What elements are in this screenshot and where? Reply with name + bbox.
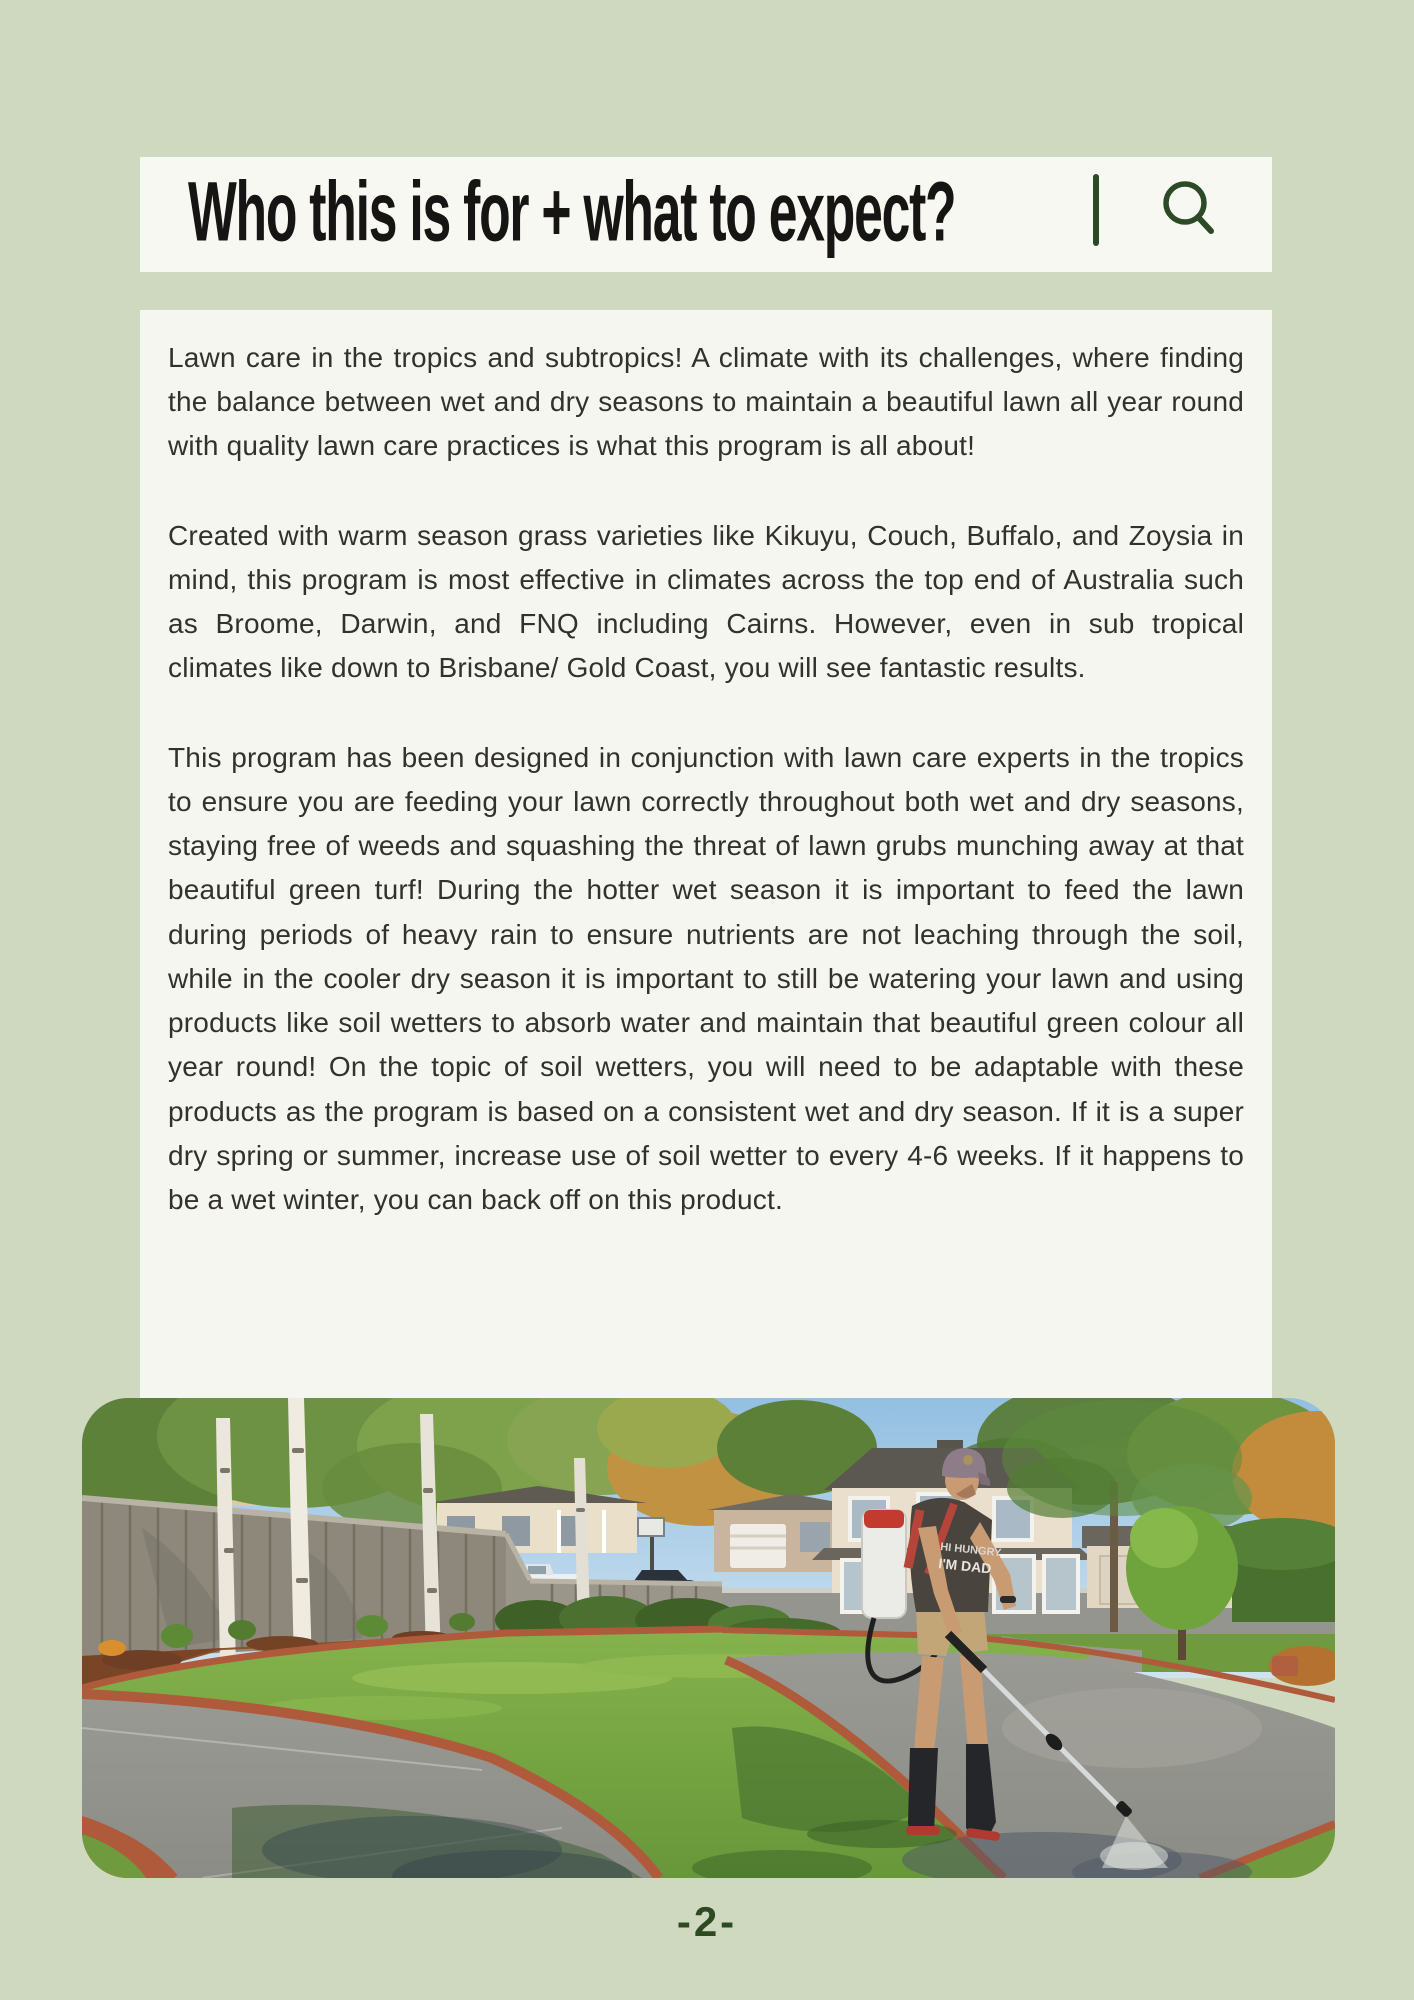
page-number: -2-	[676, 1898, 738, 1945]
search-button[interactable]	[1158, 177, 1222, 243]
footer	[0, 1898, 1414, 1946]
paragraph-intro: Lawn care in the tropics and subtropics! A climate with its challenges, where finding the balance between wet and dry seasons to maintain a beautiful lawn all year round with quality lawn care practices is what this program is all about!	[168, 342, 1244, 462]
header-divider	[1093, 174, 1099, 246]
header-bar	[140, 157, 1272, 272]
page-title: Who this is for + what to expect?	[188, 164, 956, 259]
search-icon	[1158, 177, 1222, 243]
paragraph-program-details: This program has been designed in conjunction with lawn care experts in the tropics to ensure you are feeding your lawn correctly throughout both wet and dry seasons, staying free of weeds and squashing the threat of lawn grubs munching away at that beautiful green turf! During the hotter wet season it is important to feed the lawn during periods of heavy rain to ensure nutrients are not leaching through the soil, while in the cooler dry season it is important to still be watering your lawn and using products like soil wetters to absorb water and maintain that beautiful green colour all year round! On the topic of soil wetters, you will need to be adaptable with these products as the program is based on a consistent wet and dry season. If it is a super dry spring or summer, increase use of soil wetter to every 4-6 weeks. If it happens to be a wet winter, you can back off on this product.	[168, 741, 1244, 1215]
shirt-text-line1: HI HUNGRY	[939, 1541, 1002, 1560]
body-text-panel	[140, 310, 1272, 1398]
lawn-spraying-photo	[82, 1398, 1335, 1878]
shirt-text-line2: I'M DAD	[937, 1555, 993, 1577]
paragraph-grasses: Created with warm season grass varieties like Kikuyu, Couch, Buffalo, and Zoysia in mind, this program is most effective in climates across the top end of Australia such as Broome, Darwin, and FNQ including Cairns. However, even in sub tropical climates like down to Brisbane/ Gold Coast, you will see fantastic results.	[168, 519, 1244, 684]
